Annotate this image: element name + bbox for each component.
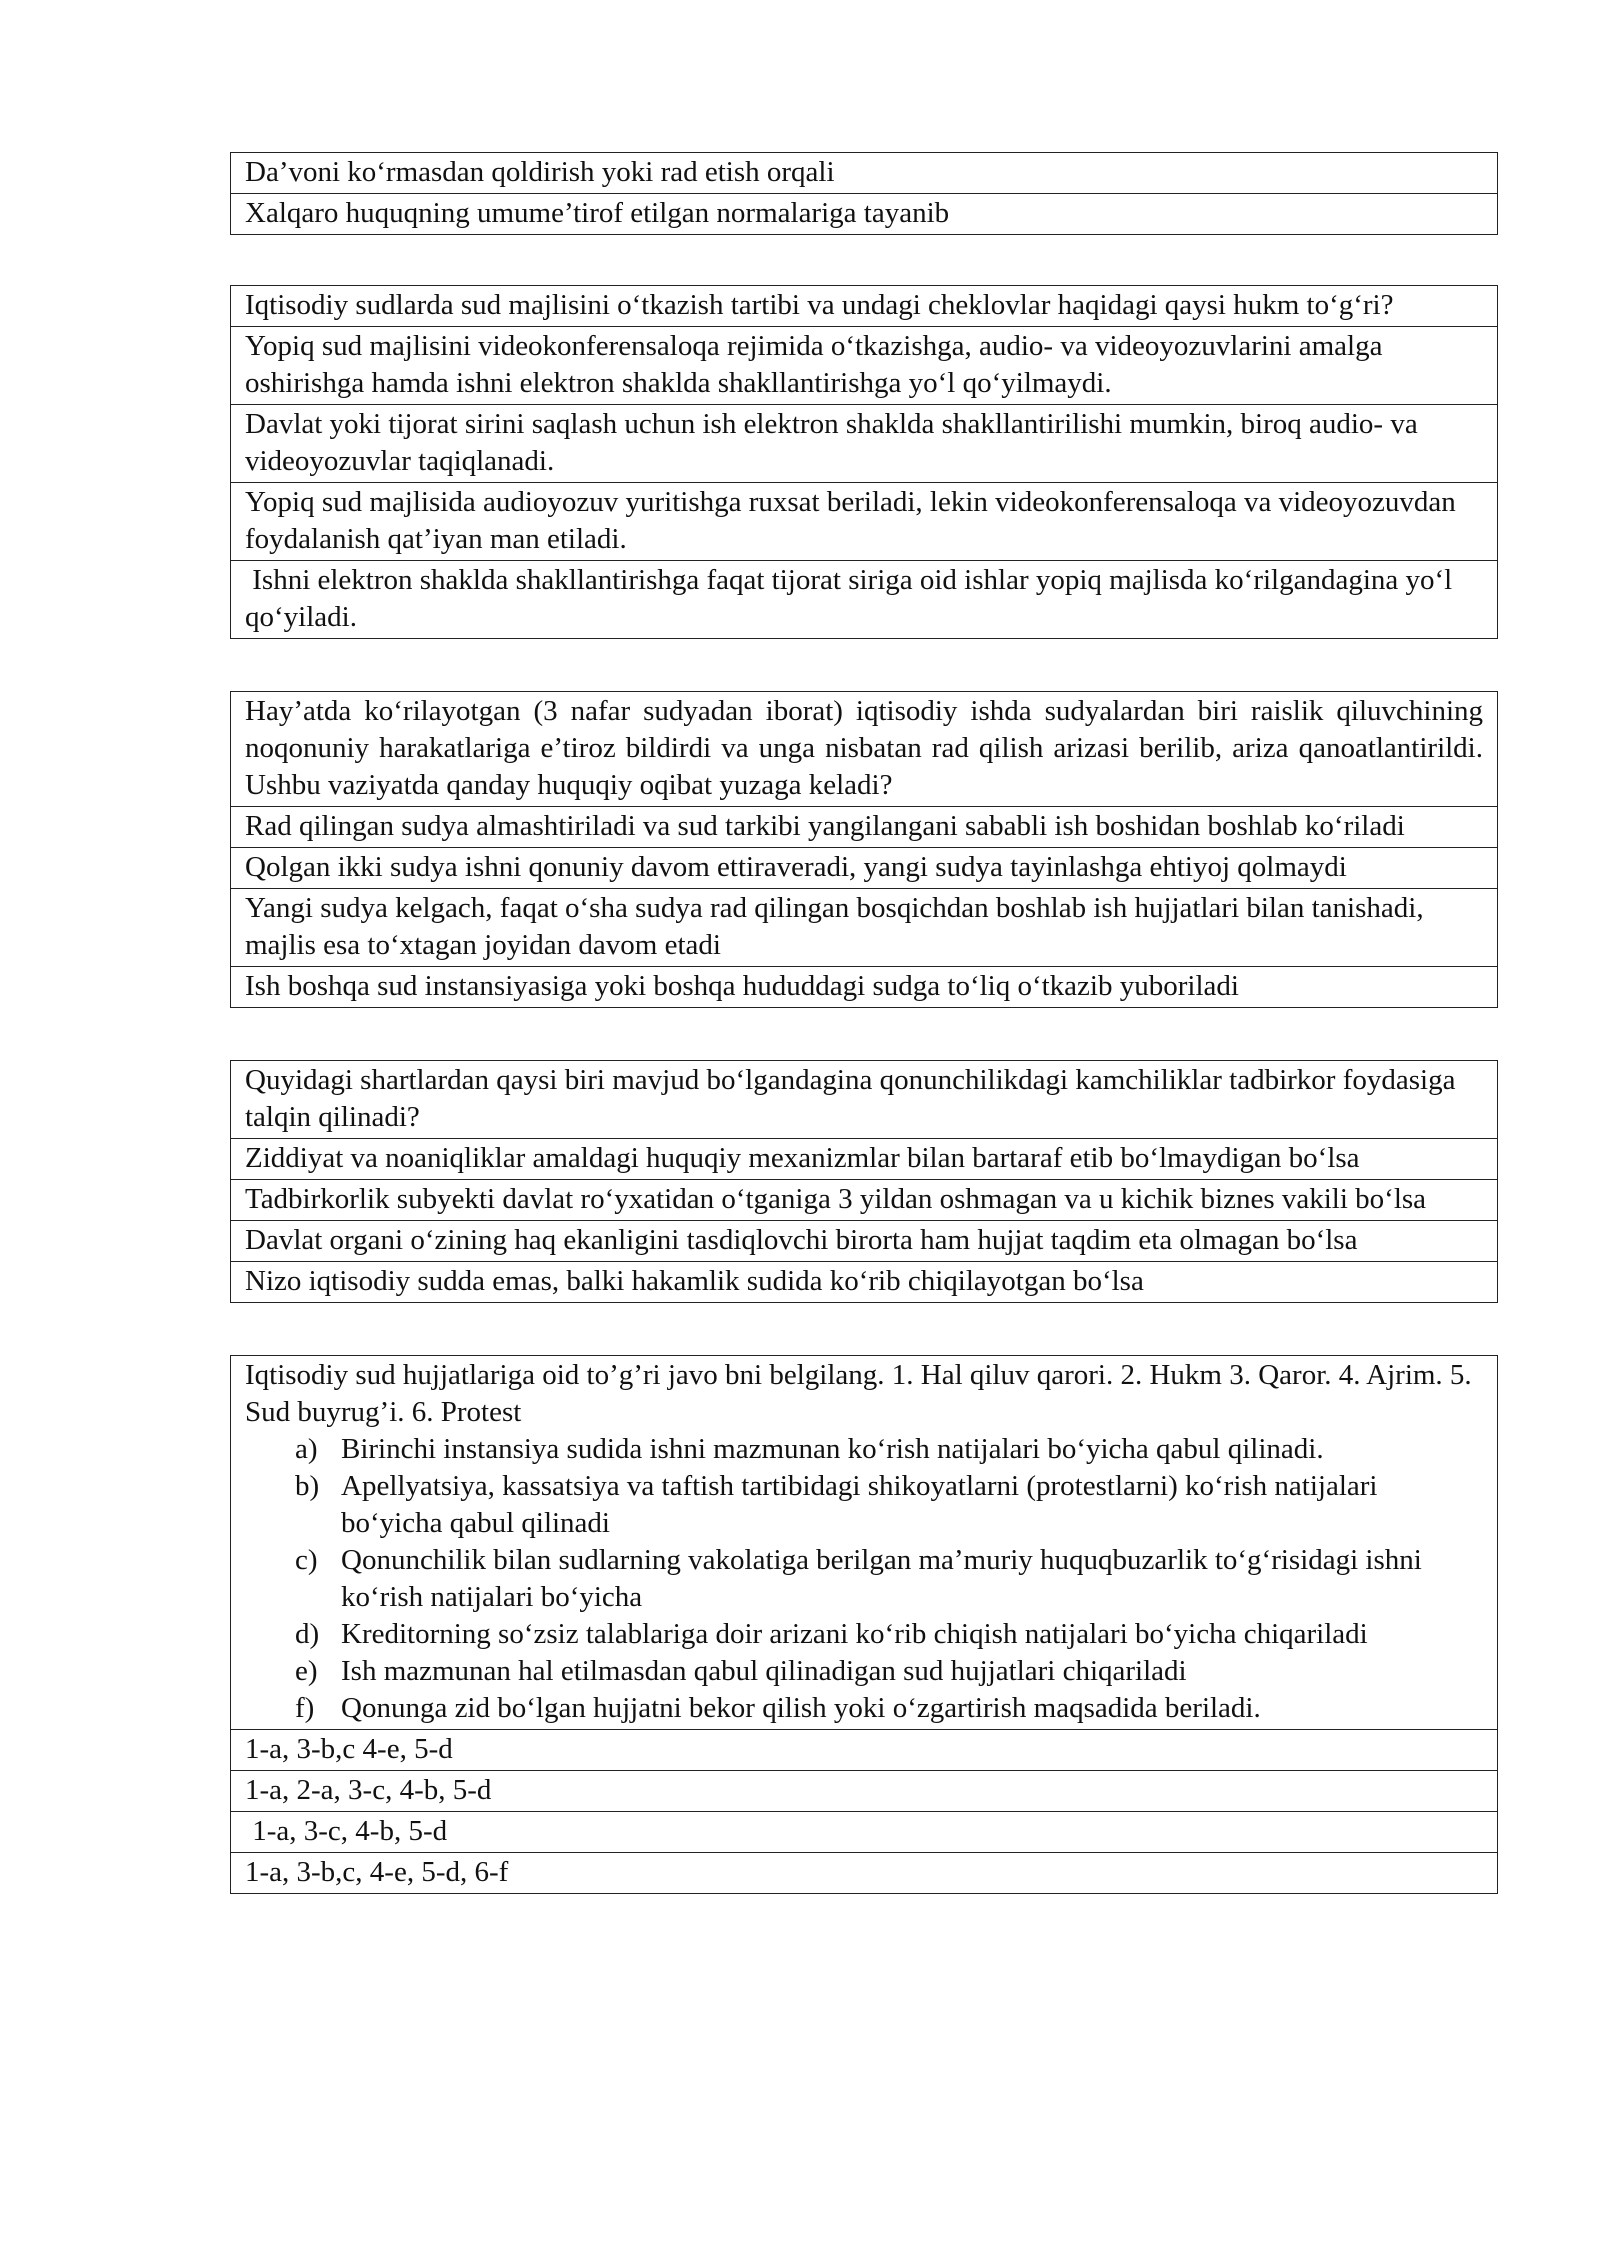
answer-option-text: 1-a, 3-b,c 4-e, 5-d xyxy=(231,1730,1498,1771)
question-row xyxy=(231,1061,1498,1139)
question-block-3 xyxy=(230,691,1498,1008)
answer-option-text: Da’voni ko‘rmasdan qoldirish yoki rad etish orqali xyxy=(231,153,1498,194)
answer-option[interactable] xyxy=(231,194,1498,235)
answer-option-text: Xalqaro huquqning umume’tirof etilgan normalariga tayanib xyxy=(231,194,1498,235)
question-text: Iqtisodiy sudlarda sud majlisini o‘tkazish tartibi va undagi cheklovlar haqidagi qaysi hukm to‘g‘ri? xyxy=(231,286,1498,327)
question-block-5 xyxy=(230,1355,1498,1894)
answer-option-text: Ziddiyat va noaniqliklar amaldagi huquqiy mexanizmlar bilan bartaraf etib bo‘lmaydigan bo‘lsa xyxy=(231,1139,1498,1180)
answer-option[interactable] xyxy=(231,967,1498,1008)
answer-option-text: Rad qilingan sudya almashtiriladi va sud tarkibi yangilangani sababli ish boshidan boshlab ko‘riladi xyxy=(231,807,1498,848)
question-block-1 xyxy=(230,152,1498,235)
answer-option[interactable] xyxy=(231,807,1498,848)
answer-option-text: 1-a, 3-c, 4-b, 5-d xyxy=(231,1812,1498,1853)
list-item-marker: c) xyxy=(295,1544,318,1576)
question-row xyxy=(231,1356,1498,1730)
list-item xyxy=(295,1653,1483,1690)
answer-option[interactable] xyxy=(231,848,1498,889)
answer-option-text: Yangi sudya kelgach, faqat o‘sha sudya rad qilingan bosqichdan boshlab ish hujjatlari bilan tanishadi, majlis esa to‘xtagan joyidan davom etadi xyxy=(231,889,1498,967)
answer-option-text: Nizo iqtisodiy sudda emas, balki hakamlik sudida ko‘rib chiqilayotgan bo‘lsa xyxy=(231,1262,1498,1303)
answer-option[interactable] xyxy=(231,561,1498,639)
answer-option-text: Ishni elektron shaklda shakllantirishga faqat tijorat siriga oid ishlar yopiq majlisda ko‘rilgandagina yo‘l qo‘yiladi. xyxy=(231,561,1498,639)
answer-option[interactable] xyxy=(231,1812,1498,1853)
question-text: Quyidagi shartlardan qaysi biri mavjud bo‘lgandagina qonunchilikdagi kamchiliklar tadbirkor foydasiga talqin qilinadi? xyxy=(231,1061,1498,1139)
document-type-list xyxy=(245,1431,1483,1727)
list-item-text: Kreditorning so‘zsiz talablariga doir arizani ko‘rib chiqish natijalari bo‘yicha chiqariladi xyxy=(341,1618,1368,1650)
question-block-4 xyxy=(230,1060,1498,1303)
list-item xyxy=(295,1431,1483,1468)
list-item-text: Qonunga zid bo‘lgan hujjatni bekor qilish yoki o‘zgartirish maqsadida beriladi. xyxy=(341,1692,1261,1724)
list-item xyxy=(295,1690,1483,1727)
list-item-marker: d) xyxy=(295,1618,320,1650)
question-block-2 xyxy=(230,285,1498,639)
answer-option-text: Ish boshqa sud instansiyasiga yoki boshqa hududdagi sudga to‘liq o‘tkazib yuboriladi xyxy=(231,967,1498,1008)
answer-option[interactable] xyxy=(231,327,1498,405)
list-item-marker: f) xyxy=(295,1692,315,1724)
answer-option[interactable] xyxy=(231,405,1498,483)
list-item xyxy=(295,1542,1483,1616)
answer-option[interactable] xyxy=(231,1139,1498,1180)
answer-option-text: Davlat organi o‘zining haq ekanligini tasdiqlovchi birorta ham hujjat taqdim eta olmagan bo‘lsa xyxy=(231,1221,1498,1262)
answer-option-text: Davlat yoki tijorat sirini saqlash uchun ish elektron shaklda shakllantirilishi mumkin, biroq audio- va videoyozuvlar taqiqlanadi. xyxy=(231,405,1498,483)
answer-option[interactable] xyxy=(231,1262,1498,1303)
answer-option[interactable] xyxy=(231,1771,1498,1812)
answer-option[interactable] xyxy=(231,1730,1498,1771)
question-text: Hay’atda ko‘rilayotgan (3 nafar sudyadan iborat) iqtisodiy ishda sudyalardan biri raislik qiluvchining noqonuniy harakatlariga e’tiroz bildirdi va unga nisbatan rad qilish arizasi berilib, ariza qanoatlantirildi. Ushbu vaziyatda qanday huquqiy oqibat yuzaga keladi? xyxy=(231,692,1498,807)
question-cell xyxy=(231,1356,1498,1730)
answer-option-text: Qolgan ikki sudya ishni qonuniy davom ettiraveradi, yangi sudya tayinlashga ehtiyoj qolmaydi xyxy=(231,848,1498,889)
document-page xyxy=(230,152,1498,1894)
list-item-marker: e) xyxy=(295,1655,318,1687)
answer-option-text: 1-a, 2-a, 3-c, 4-b, 5-d xyxy=(231,1771,1498,1812)
list-item xyxy=(295,1468,1483,1542)
answer-option-text: Yopiq sud majlisini videokonferensaloqa rejimida o‘tkazishga, audio- va videoyozuvlarini amalga oshirishga hamda ishni elektron shaklda shakllantirishga yo‘l qo‘yilmaydi. xyxy=(231,327,1498,405)
answer-option-text: Tadbirkorlik subyekti davlat ro‘yxatidan o‘tganiga 3 yildan oshmagan va u kichik biznes vakili bo‘lsa xyxy=(231,1180,1498,1221)
list-item-text: Qonunchilik bilan sudlarning vakolatiga berilgan ma’muriy huquqbuzarlik to‘g‘risidagi ishni ko‘rish natijalari bo‘yicha xyxy=(341,1544,1422,1613)
list-item-text: Birinchi instansiya sudida ishni mazmunan ko‘rish natijalari bo‘yicha qabul qilinadi. xyxy=(341,1433,1324,1465)
question-row xyxy=(231,692,1498,807)
list-item-text: Ish mazmunan hal etilmasdan qabul qilinadigan sud hujjatlari chiqariladi xyxy=(341,1655,1187,1687)
answer-option-text: 1-a, 3-b,c, 4-e, 5-d, 6-f xyxy=(231,1853,1498,1894)
question-text: Iqtisodiy sud hujjatlariga oid to’g’ri javo bni belgilang. 1. Hal qiluv qarori. 2. Hukm 3. Qaror. 4. Ajrim. 5. Sud buyrug’i. 6. Protest xyxy=(245,1359,1472,1428)
list-item xyxy=(295,1616,1483,1653)
list-item-marker: a) xyxy=(295,1433,318,1465)
answer-option[interactable] xyxy=(231,153,1498,194)
answer-option[interactable] xyxy=(231,1180,1498,1221)
question-row xyxy=(231,286,1498,327)
answer-option-text: Yopiq sud majlisida audioyozuv yuritishga ruxsat beriladi, lekin videokonferensaloqa va videoyozuvdan foydalanish qat’iyan man etiladi. xyxy=(231,483,1498,561)
answer-option[interactable] xyxy=(231,1221,1498,1262)
list-item-text: Apellyatsiya, kassatsiya va taftish tartibidagi shikoyatlarni (protestlarni) ko‘rish natijalari bo‘yicha qabul qilinadi xyxy=(341,1470,1378,1539)
answer-option[interactable] xyxy=(231,1853,1498,1894)
answer-option[interactable] xyxy=(231,483,1498,561)
list-item-marker: b) xyxy=(295,1470,320,1502)
answer-option[interactable] xyxy=(231,889,1498,967)
